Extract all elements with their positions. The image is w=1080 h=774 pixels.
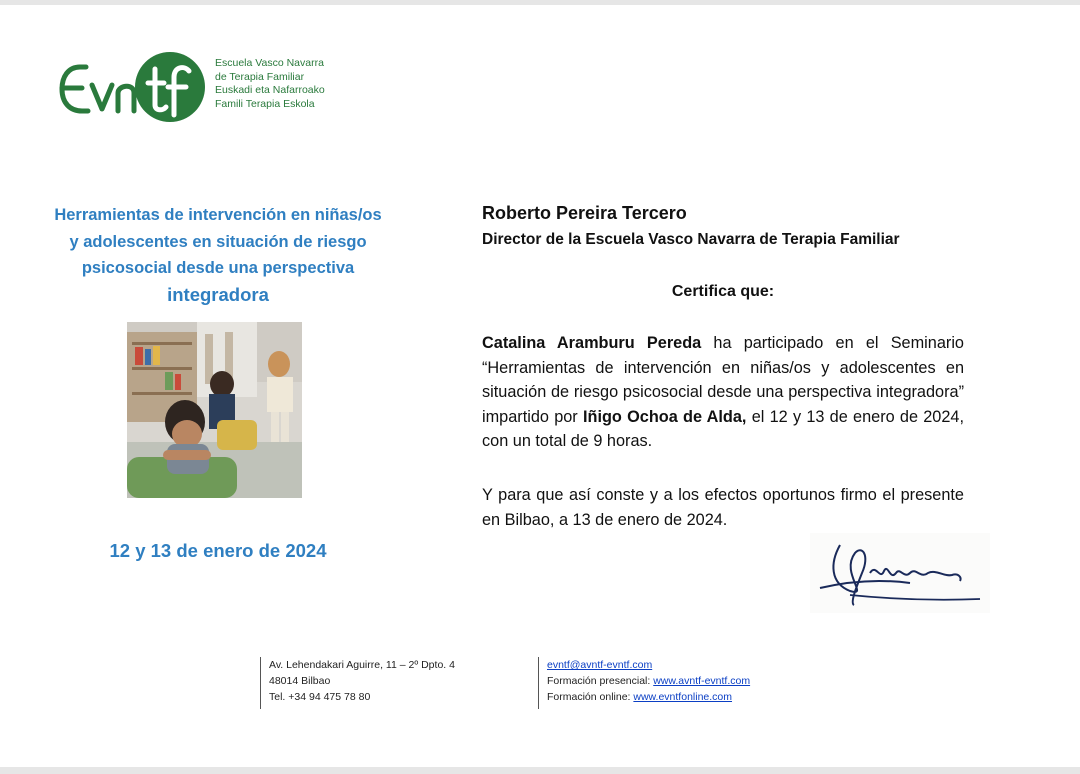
logo-line-1: Escuela Vasco Navarra <box>215 57 324 69</box>
footer-email-link[interactable]: evntf@avntf-evntf.com <box>547 659 653 671</box>
course-photo <box>127 322 302 498</box>
children-classroom-photo <box>127 322 302 498</box>
footer-presencial-label: Formación presencial: <box>547 675 654 687</box>
footer-city: 48014 Bilbao <box>269 675 331 687</box>
certificate-paragraph <box>482 331 964 454</box>
course-title-emphasis: integradora <box>167 283 269 305</box>
footer-online-label: Formación online: <box>547 691 634 703</box>
certifica-heading: Certifica que: <box>671 283 775 300</box>
participant-name: Catalina Aramburu Pereda <box>482 334 702 352</box>
instructor-name: Iñigo Ochoa de Alda, <box>582 407 747 426</box>
logo-line-4: Famili Terapia Eskola <box>215 97 315 110</box>
director-signature <box>810 533 990 613</box>
logo-text <box>215 57 325 111</box>
course-title <box>50 202 386 309</box>
logo-line-2: de Terapia Familiar <box>215 70 305 83</box>
director-role: Director de la Escuela Vasco Navarra de Terapia Familiar <box>482 231 900 248</box>
certificate-text-1: ha participado en el Seminario “Herramientas de intervención en niñas/os y adolescentes en situación de riesgo psicosocial desde una perspectiva integradora” impartido por <box>482 334 964 426</box>
certificate-text-2: el 12 y 13 de enero de 2024, con un total de 9 horas. <box>482 407 964 450</box>
footer-presencial-link[interactable]: www.avntf-evntf.com <box>653 675 751 687</box>
closing-paragraph: Y para que así conste y a los efectos oportunos firmo el presente en Bilbao, a 13 de enero de 2024. <box>482 486 964 529</box>
footer-contact <box>538 657 750 709</box>
course-date: 12 y 13 de enero de 2024 <box>109 540 327 561</box>
footer-online-link[interactable]: www.evntfonline.com <box>633 691 733 703</box>
logo-line-3: Euskadi eta Nafarroako <box>215 84 325 96</box>
director-name: Roberto Pereira Tercero <box>482 203 687 223</box>
footer-address <box>260 657 455 709</box>
evntf-logo-mark <box>58 47 208 127</box>
footer-phone: Tel. +34 94 475 78 80 <box>269 691 371 703</box>
evntf-logo <box>58 47 358 127</box>
footer-street: Av. Lehendakari Aguirre, 11 – 2º Dpto. 4 <box>269 659 455 671</box>
course-title-text: Herramientas de intervención en niñas/os y adolescentes en situación de riesgo psicosocial desde una perspectiva <box>54 206 382 277</box>
certificate-page <box>0 5 1080 767</box>
